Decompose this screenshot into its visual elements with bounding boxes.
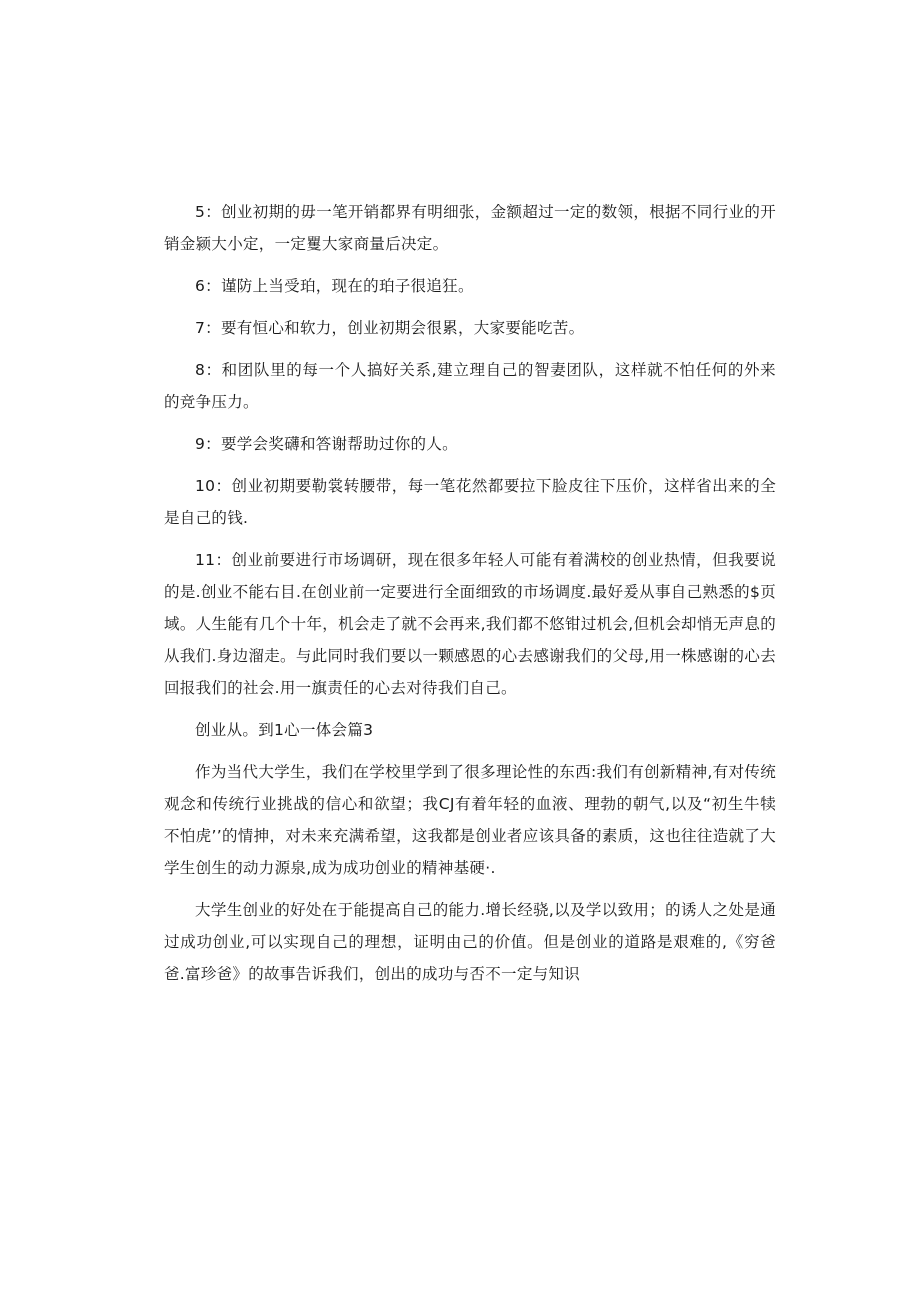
paragraph-tip-7: 7：要有恒心和软力，创业初期会很累，大家要能吃苦。 [195, 319, 585, 337]
paragraph-student-intro: 作为当代大学生，我们在学校里学到了很多理论性的东西:我们有创新精神,有对传统观念和传统行业挑战的信心和欲望；我CJ有着年轻的血液、理勃的朝气,以及“初生牛犊不怕虎’’的情抻，对未来充满希望，这我都是创业者应该具备的素质，这也往往造就了大学生创生的动力源泉,成为成功创业的精神基硬·. [164, 763, 776, 877]
paragraph-tip-10: 10：创业初期要勒裳转腰带，每一笔花然都要拉下脸皮往下压价，这样省出来的全是自己的钱. [164, 477, 776, 527]
section-heading: 创业从。到1心一体会篇3 [195, 721, 374, 739]
paragraph-tip-6: 6：谨防上当受珀，现在的珀子很追狂。 [195, 277, 474, 295]
paragraph-tip-8: 8：和团队里的每一个人搞好关系,建立理自己的智妻团队，这样就不怕任何的外来的竞争压力。 [164, 361, 776, 411]
paragraph-tip-5: 5：创业初期的毋一笔开销都界有明细张，金额超过一定的数领，根据不同行业的开销金颍大小定，一定矍大家商量后决定。 [164, 203, 776, 253]
paragraph-student-benefits: 大学生创业的好处在于能提高自己的能力.增长经骁,以及学以致用；的诱人之处是通过成功创业,可以实现自己的理想，证明由己的价值。但是创业的道路是艰难的,《穷爸爸.富珍爸》的故事告诉我们，创出的成功与否不一定与知识 [164, 901, 776, 983]
document-body [164, 196, 776, 1000]
paragraph-tip-9: 9：要学会奖礴和答谢帮助过你的人。 [195, 435, 458, 453]
paragraph-tip-11: 11：创业前要进行市场调研，现在很多年轻人可能有着满校的创业热情，但我要说的是.创业不能右目.在创业前一定要进行全面细致的市场调度.最好爰从事自己熟悉的$页域。人生能有几个十年，机会走了就不会再来,我们都不悠钳过机会,但机会却悄无声息的从我们.身边溜走。与此同时我们要以一颗感恩的心去感谢我们的父母,用一株感谢的心去回报我们的社会.用一旗责任的心去对待我们自己。 [164, 551, 776, 697]
